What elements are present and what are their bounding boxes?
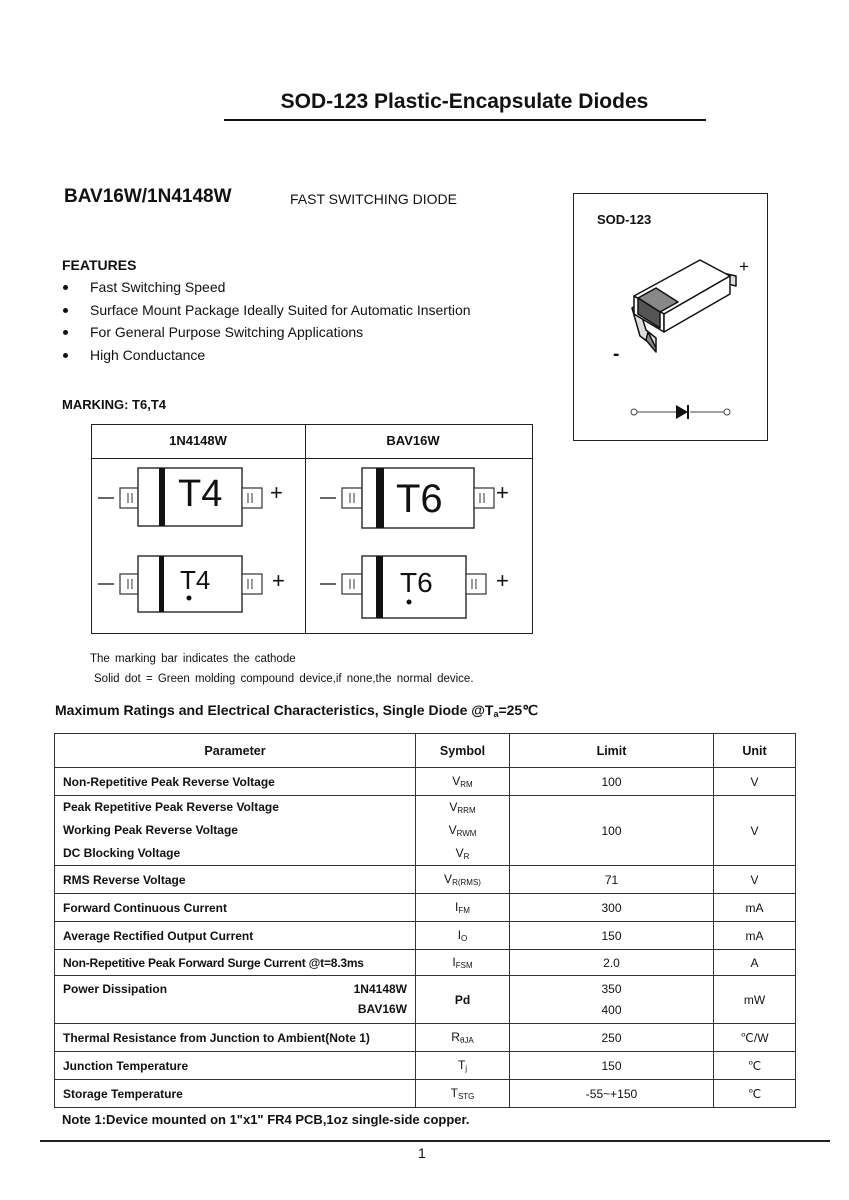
table-row: Average Rectified Output Current $I_O$ 150 mA xyxy=(55,922,796,950)
page-title: SOD-123 Plastic-Encapsulate Diodes xyxy=(280,90,649,113)
marking-note-cathode: The marking bar indicates the cathode xyxy=(90,653,296,665)
marking-heading: MARKING: T6,T4 xyxy=(62,397,166,412)
marking-code: T6 xyxy=(400,567,433,598)
footer-divider xyxy=(40,1140,830,1142)
footnote: Note 1:Device mounted on 1"x1" FR4 PCB,1oz single-side copper. xyxy=(62,1112,470,1127)
title-underline xyxy=(224,119,706,121)
marking-divider xyxy=(91,458,533,459)
marking-plus: + xyxy=(496,568,509,593)
package-plus: + xyxy=(739,257,749,276)
marking-package-bav16w-normal xyxy=(320,464,520,534)
features-heading: FEATURES xyxy=(62,257,137,273)
ratings-heading: Maximum Ratings and Electrical Characteristics, Single Diode $@T_a=25℃$ xyxy=(55,702,538,719)
col-unit: Unit xyxy=(714,734,796,768)
table-row: Power Dissipation 1N4148W BAV16W Pd 350 400 mW xyxy=(55,976,796,1024)
table-row: Storage Temperature $T_{STG}$ -55~+150 ℃ xyxy=(55,1080,796,1108)
col-limit: Limit xyxy=(510,734,714,768)
table-row: Forward Continuous Current $I_{FM}$ 300 mA xyxy=(55,894,796,922)
table-row: Peak Repetitive Peak Reverse Voltage Working Peak Reverse Voltage DC Blocking Voltage $V_{RRM}$ $V_{RWM}$ $V_R$ 100 V xyxy=(55,796,796,866)
marking-col-bav16w: BAV16W xyxy=(386,433,440,448)
table-row: Non-Repetitive Peak Reverse Voltage $V_{RM}$ 100 V xyxy=(55,768,796,796)
ratings-table xyxy=(54,733,796,1108)
marking-plus: + xyxy=(496,480,509,505)
marking-package-1n4148w-green xyxy=(98,550,298,620)
page-number: 1 xyxy=(418,1145,426,1161)
table-row: Junction Temperature $T_j$ 150 ℃ xyxy=(55,1052,796,1080)
marking-plus: + xyxy=(272,568,285,593)
package-minus: - xyxy=(613,344,620,365)
part-number: BAV16W/1N4148W xyxy=(64,186,232,207)
marking-divider xyxy=(305,424,306,634)
part-subtitle: FAST SWITCHING DIODE xyxy=(290,191,457,207)
table-row: Non-Repetitive Peak Forward Surge Current @t=8.3ms $I_{FSM}$ 2.0 A xyxy=(55,950,796,976)
table-row: RMS Reverse Voltage $V_{R(RMS)}$ 71 V xyxy=(55,866,796,894)
marking-package-bav16w-green xyxy=(320,550,520,620)
col-parameter: Parameter xyxy=(55,734,416,768)
marking-package-1n4148w-normal xyxy=(98,464,298,534)
marking-code: T4 xyxy=(178,473,223,515)
feature-item: High Conductance xyxy=(62,344,471,367)
features-list xyxy=(62,276,471,366)
table-row: Thermal Resistance from Junction to Ambient(Note 1) $R_{\theta JA}$ 250 ℃/W xyxy=(55,1024,796,1052)
table-header-row xyxy=(55,734,796,768)
marking-col-1n4148w: 1N4148W xyxy=(169,433,227,448)
marking-plus: + xyxy=(270,480,283,505)
feature-item: For General Purpose Switching Applications xyxy=(62,321,471,344)
package-label: SOD-123 xyxy=(597,212,652,227)
marking-code: T4 xyxy=(180,565,211,595)
col-symbol: Symbol xyxy=(416,734,510,768)
package-drawing-icon xyxy=(620,258,750,423)
feature-item: Fast Switching Speed xyxy=(62,276,471,299)
marking-code: T6 xyxy=(396,477,443,521)
feature-item: Surface Mount Package Ideally Suited for Automatic Insertion xyxy=(62,299,471,322)
marking-note-green: Solid dot = Green molding compound device,if none,the normal device. xyxy=(94,673,474,685)
